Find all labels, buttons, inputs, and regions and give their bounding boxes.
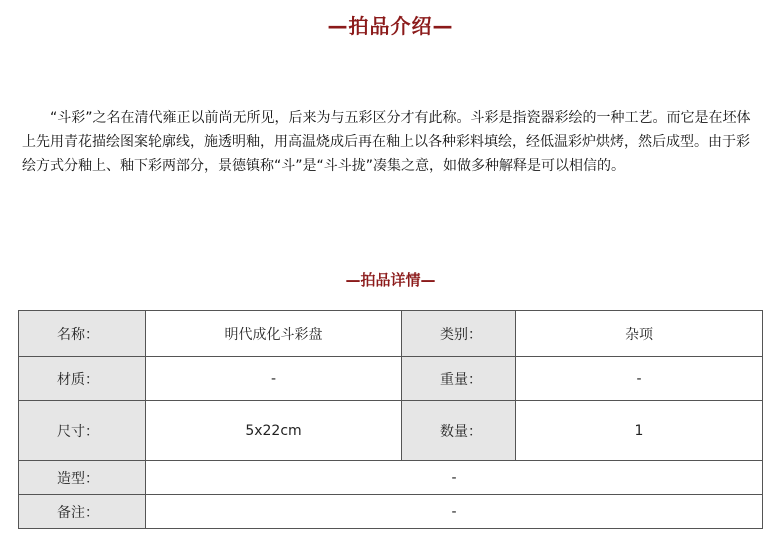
- table-row-remarks: [19, 495, 763, 529]
- intro-paragraph: “斗彩”之名在清代雍正以前尚无所见，后来为与五彩区分才有此称。斗彩是指瓷器彩绘的一种工艺。而它是在坯体上先用青花描绘图案轮廓线，施透明釉，用高温烧成后再在釉上以各种彩料填绘，经低温彩炉烘烤，然后成型。由于彩绘方式分釉上、釉下彩两部分，景德镇称“斗”是“斗斗拢”凑集之意，如做多种解释是可以相信的。: [22, 110, 751, 174]
- label-remarks: 备注：: [19, 495, 146, 529]
- label-shape: 造型：: [19, 461, 146, 495]
- label-material: 材质：: [19, 357, 146, 401]
- value-weight: -: [516, 357, 763, 401]
- value-remarks: -: [146, 495, 763, 529]
- table-row-name: [19, 311, 763, 357]
- table-row-size: [19, 401, 763, 461]
- value-shape: -: [146, 461, 763, 495]
- label-weight: 重量：: [402, 357, 516, 401]
- details-table: [18, 310, 763, 529]
- label-size: 尺寸：: [19, 401, 146, 461]
- intro-section-title: —拍品介绍—: [327, 14, 454, 38]
- details-section-title: —拍品详情—: [345, 271, 436, 289]
- value-size: 5x22cm: [146, 401, 402, 461]
- label-category: 类别：: [402, 311, 516, 357]
- label-quantity: 数量：: [402, 401, 516, 461]
- value-material: -: [146, 357, 402, 401]
- value-category: 杂项: [516, 311, 763, 357]
- table-row-material: [19, 357, 763, 401]
- label-name: 名称：: [19, 311, 146, 357]
- value-quantity: 1: [516, 401, 763, 461]
- value-name: 明代成化斗彩盘: [146, 311, 402, 357]
- table-row-shape: [19, 461, 763, 495]
